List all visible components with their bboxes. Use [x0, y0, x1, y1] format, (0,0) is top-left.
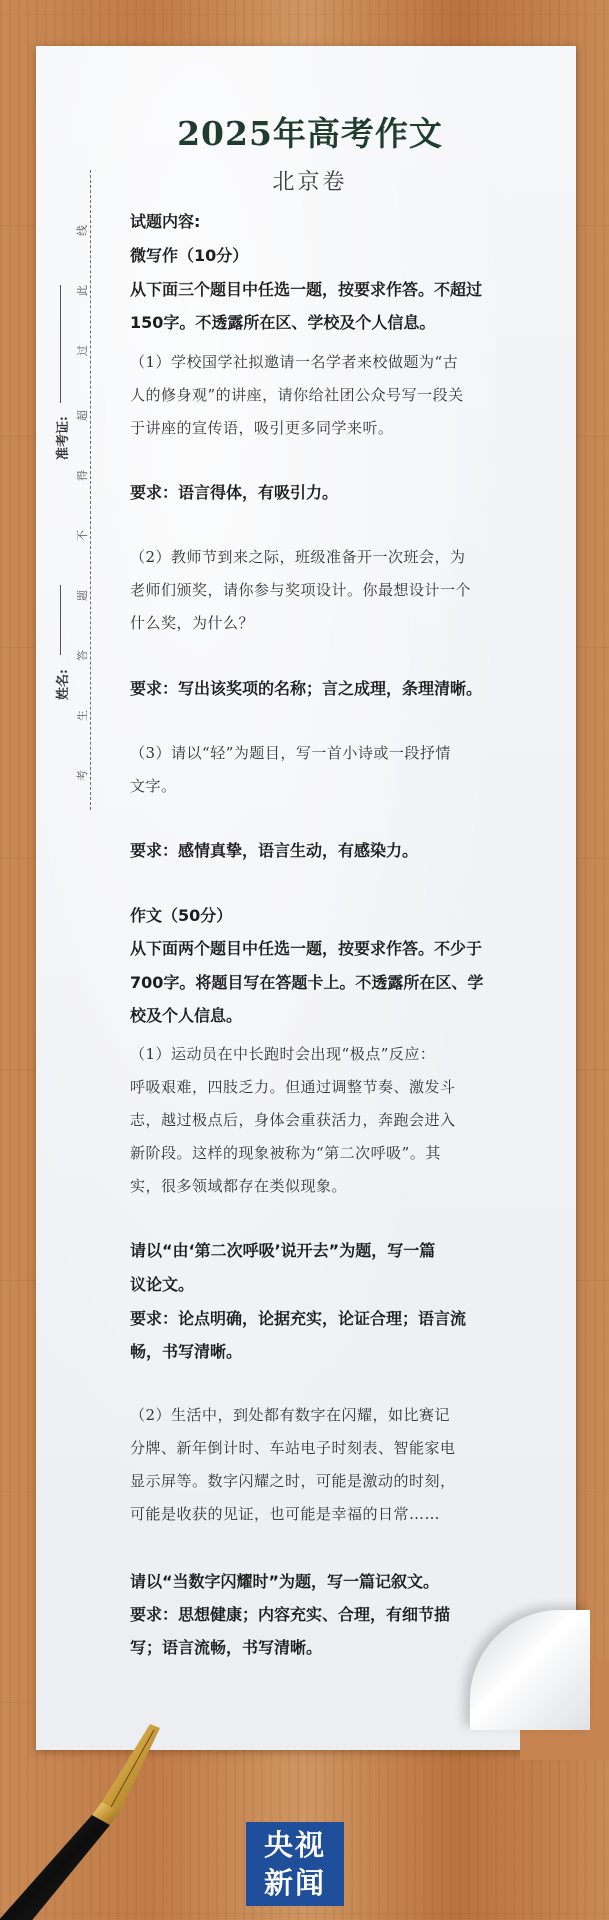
seal-dashed-line — [90, 170, 91, 810]
body-text-line: 什么奖，为什么？ — [130, 614, 255, 632]
body-text-line: （1）运动员在中长跑时会出现“极点”反应： — [130, 1045, 436, 1063]
bold-text-line: 写；语言流畅，书写清晰。 — [130, 1638, 323, 1657]
bold-text-line: 微写作（10分） — [130, 246, 249, 265]
bold-text-line: 议论文。 — [130, 1275, 195, 1294]
bold-text-line: 从下面两个题目中任选一题，按要求作答。不少于 — [130, 939, 483, 958]
bold-text-line: 150字。不透露所在区、学校及个人信息。 — [130, 313, 436, 332]
seal-zkz-label: 准考证: — [56, 416, 71, 460]
bold-text-line: 要求：写出该奖项的名称；言之成理，条理清晰。 — [130, 679, 483, 698]
seal-char: 此 — [76, 285, 89, 296]
body-text-line: 分牌、新年倒计时、车站电子时刻表、智能家电 — [130, 1439, 456, 1457]
bold-text-line: 请以“当数字闪耀时”为题，写一篇记叙文。 — [130, 1572, 440, 1591]
bold-text-line: 要求：感情真挚，语言生动，有感染力。 — [130, 841, 419, 860]
seal-char: 题 — [76, 590, 89, 601]
body-text-line: 可能是收获的见证，也可能是幸福的日常…… — [130, 1505, 441, 1523]
bold-text-line: 畅，书写清晰。 — [130, 1342, 243, 1361]
page-title: 2025年高考作文 — [177, 114, 443, 153]
logo-line-2: 新闻 — [263, 1866, 326, 1900]
seal-char: 过 — [76, 345, 89, 356]
body-text-line: 志，越过极点后，身体会重获活力，奔跑会进入 — [130, 1111, 456, 1129]
fountain-pen-icon — [0, 1720, 200, 1920]
body-text-line: 显示屏等。数字闪耀之时，可能是激动的时刻， — [130, 1472, 456, 1490]
seal-zkz-underline — [60, 285, 61, 403]
body-text-line: 人的修身观”的讲座，请你给社团公众号写一段关 — [130, 386, 464, 404]
bold-text-line: 要求：论点明确，论据充实，论证合理；语言流 — [130, 1309, 467, 1328]
body-text-line: 文字。 — [130, 777, 177, 795]
body-text-line: 新阶段。这样的现象被称为“第二次呼吸”。其 — [130, 1144, 441, 1162]
seal-char: 答 — [76, 650, 89, 661]
body-text-line: 老师们颁奖，请你参与奖项设计。你最想设计一个 — [130, 581, 472, 599]
exam-paper — [36, 46, 576, 1750]
page-subtitle: 北京卷 — [272, 170, 348, 195]
body-text-line: （2）生活中，到处都有数字在闪耀，如比赛记 — [130, 1406, 451, 1424]
body-text-line: 于讲座的宣传语，吸引更多同学来听。 — [130, 419, 394, 437]
bold-text-line: 试题内容: — [130, 212, 201, 231]
seal-char: 生 — [76, 710, 89, 721]
seal-char: 线 — [76, 225, 89, 236]
seal-char: 得 — [76, 470, 89, 481]
bold-text-line: 校及个人信息。 — [130, 1006, 243, 1025]
logo-line-1: 央视 — [263, 1828, 326, 1862]
bold-text-line: 700字。将题目写在答题卡上。不透露所在区、学 — [130, 973, 484, 992]
seal-char: 考 — [76, 770, 89, 781]
bold-text-line: 从下面三个题目中任选一题，按要求作答。不超过 — [130, 280, 483, 299]
bold-text-line: 要求：语言得体，有吸引力。 — [130, 483, 339, 502]
seal-char: 超 — [76, 410, 89, 421]
body-text-line: （3）请以“轻”为题目，写一首小诗或一段抒情 — [130, 744, 451, 762]
bold-text-line: 作文（50分） — [130, 906, 233, 925]
seal-name-underline — [60, 585, 61, 655]
body-text-line: 呼吸艰难，四肢乏力。但通过调整节奏、激发斗 — [130, 1078, 456, 1096]
bold-text-line: 请以“由‘第二次呼吸’说开去”为题，写一篇 — [130, 1241, 436, 1260]
cctv-news-logo — [246, 1822, 344, 1906]
body-text-line: （2）教师节到来之际，班级准备开一次班会，为 — [130, 548, 466, 566]
body-text-line: 实，很多领域都存在类似现象。 — [130, 1177, 348, 1195]
body-text-line: （1）学校国学社拟邀请一名学者来校做题为“古 — [130, 353, 459, 371]
seal-name-label: 姓名: — [56, 669, 71, 700]
bold-text-line: 要求：思想健康；内容充实、合理，有细节描 — [130, 1605, 451, 1624]
seal-char: 不 — [76, 530, 89, 541]
